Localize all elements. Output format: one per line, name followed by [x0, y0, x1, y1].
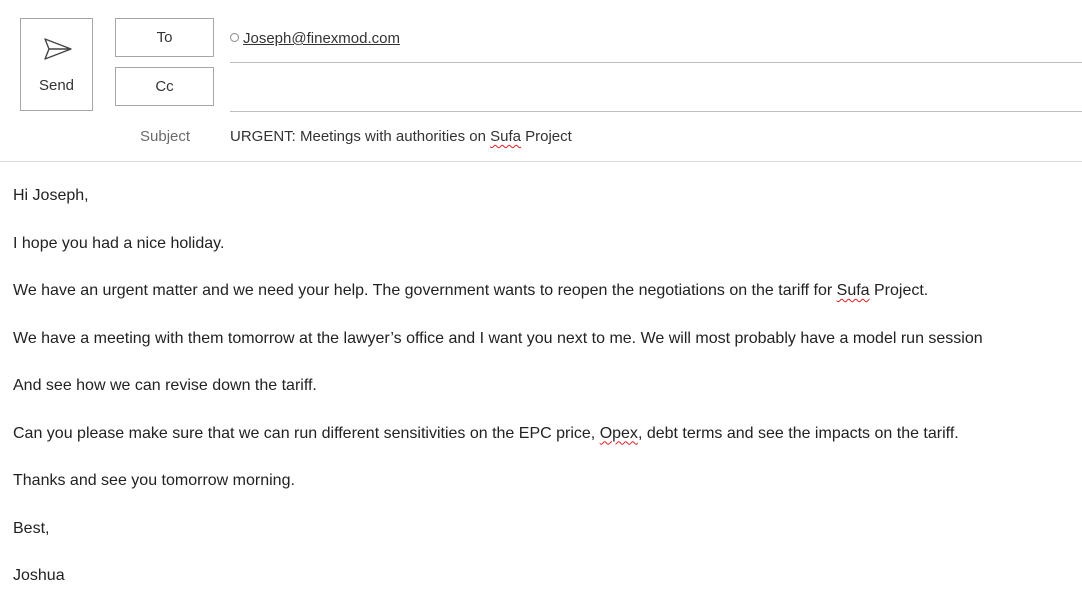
subject-text-start: URGENT: Meetings with authorities on [230, 128, 491, 145]
body-misspelled-word-sufa: Sufa [836, 282, 870, 299]
body-paragraph-3: We have a meeting with them tomorrow at the lawyer’s office and I want you next to me. We will most probably have a model run session [13, 329, 983, 347]
body-paragraph-1: I hope you had a nice holiday. [13, 234, 225, 252]
recipient-chip[interactable] [230, 30, 400, 47]
send-button[interactable] [20, 18, 93, 111]
presence-status-icon [230, 33, 239, 42]
header-divider [0, 161, 1082, 162]
recipient-address: Joseph@finexmod.com [243, 30, 400, 47]
subject-misspelled-word: Sufa [490, 128, 521, 145]
to-button[interactable]: To [115, 18, 214, 57]
body-signature: Joshua [13, 567, 65, 584]
body-paragraph-6: Thanks and see you tomorrow morning. [13, 472, 295, 489]
message-body[interactable] [13, 186, 1072, 597]
subject-input[interactable] [230, 128, 1072, 145]
subject-text-end: Project [520, 128, 572, 145]
body-paragraph-5-start: Can you please make sure that we can run different sensitivities on the EPC price, [13, 424, 600, 442]
to-field[interactable] [230, 23, 1082, 63]
cc-field[interactable] [230, 72, 1082, 112]
cc-button[interactable]: Cc [115, 67, 214, 106]
send-icon [43, 37, 73, 61]
body-misspelled-word-opex: Opex [599, 424, 638, 442]
body-paragraph-5 [13, 424, 1072, 472]
body-paragraph-2-start: We have an urgent matter and we need your help. The government wants to reopen the negotiations on the tariff for [13, 282, 837, 299]
body-paragraph-2-end: Project. [869, 282, 929, 299]
body-signoff: Best, [13, 519, 50, 537]
body-paragraph-2 [13, 281, 1072, 329]
body-greeting: Hi Joseph, [13, 187, 89, 204]
subject-label: Subject [140, 128, 191, 145]
body-paragraph-4: And see how we can revise down the tariff. [13, 377, 317, 394]
send-button-label: Send [38, 77, 75, 94]
body-paragraph-5-end: , debt terms and see the impacts on the tariff. [637, 424, 959, 442]
